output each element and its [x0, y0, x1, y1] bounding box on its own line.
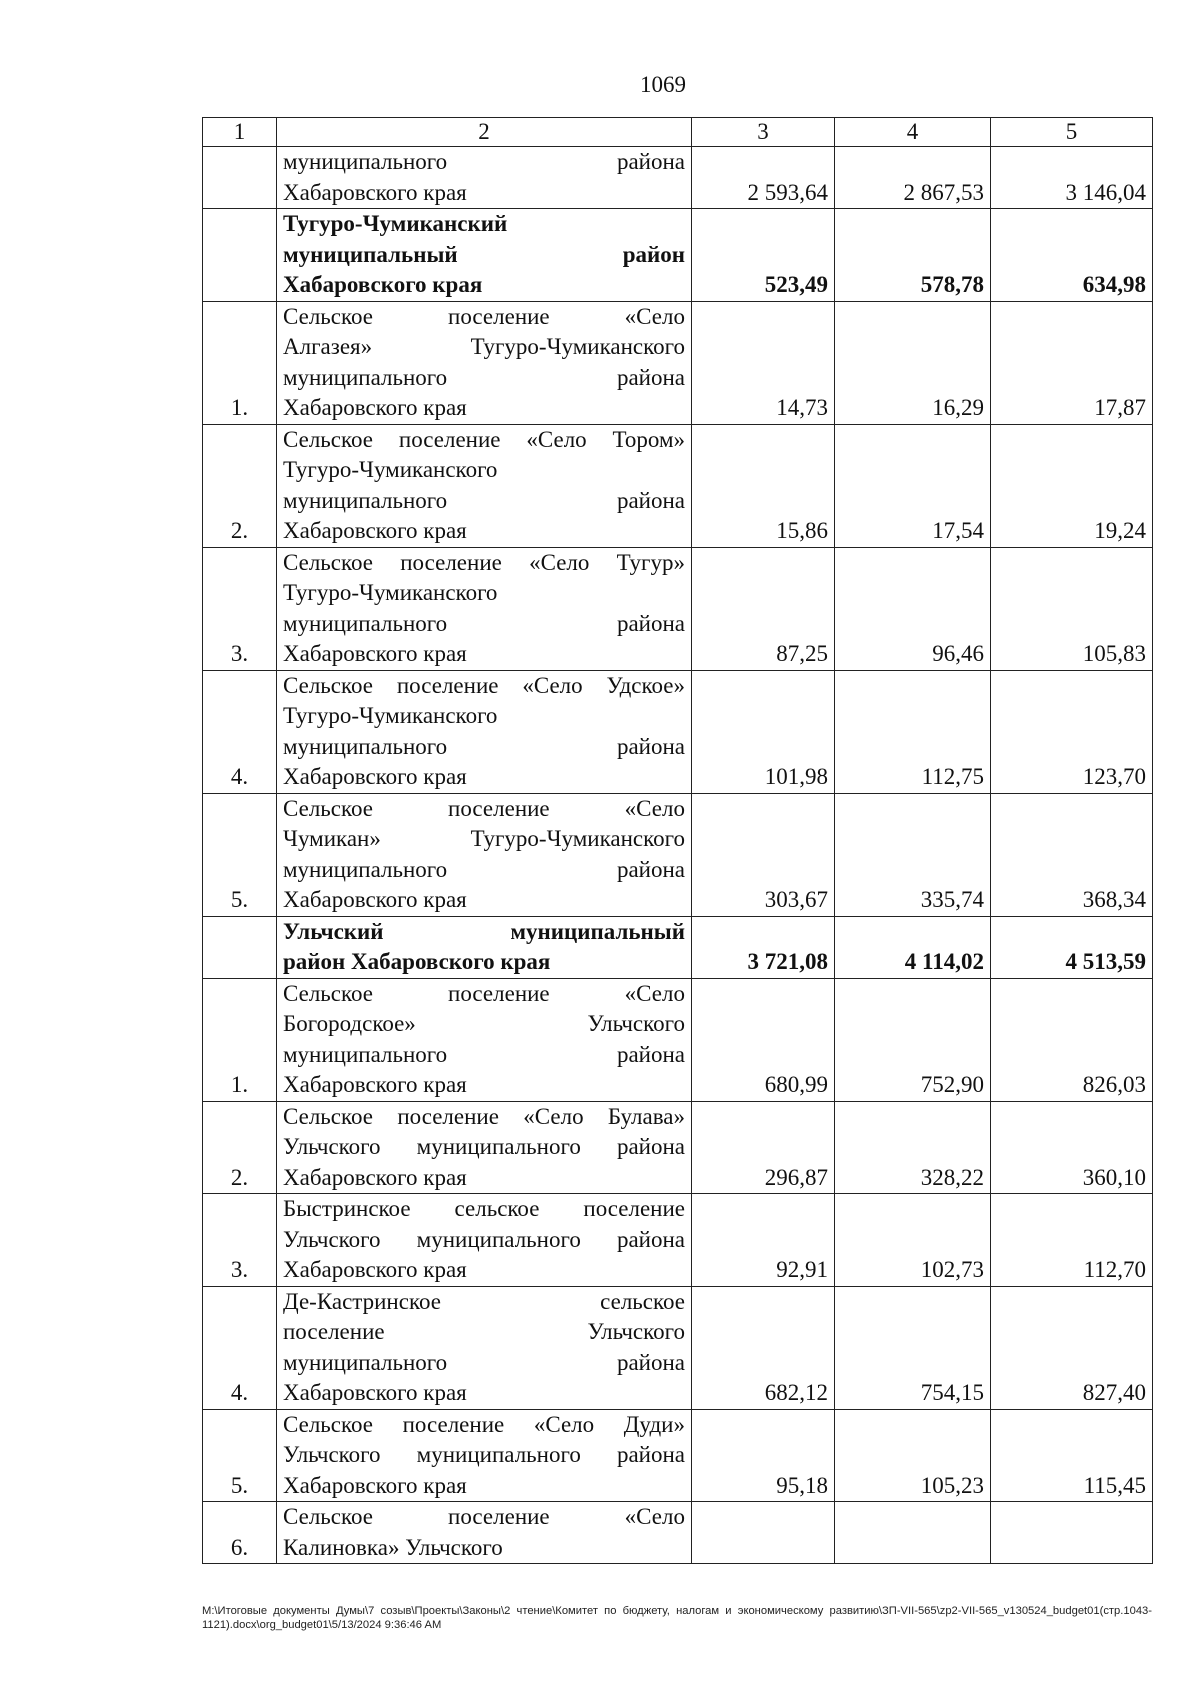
row-value-col-3: 682,12 [692, 1286, 835, 1409]
header-col-4: 4 [835, 118, 991, 147]
row-value-col-5: 115,45 [991, 1409, 1153, 1502]
row-name-line: Сельское поселение «Село [283, 303, 685, 329]
row-name-line: муниципального района [283, 149, 685, 174]
row-name-line: муниципального района [283, 856, 685, 882]
row-value-col-5: 123,70 [991, 670, 1153, 793]
row-value-col-5: 112,70 [991, 1194, 1153, 1287]
row-name-line: Хабаровского края [283, 518, 467, 543]
table-row [203, 301, 1153, 424]
row-value-col-5: 4 513,59 [991, 916, 1153, 978]
row-value-col-3: 523,49 [692, 209, 835, 302]
row-name [277, 547, 692, 670]
row-name-line: Алгазея» Тугуро-Чумиканского [283, 334, 685, 359]
row-name-line: Богородское» Ульчского [283, 1011, 685, 1036]
row-value-col-5 [991, 1502, 1153, 1564]
row-value-col-5: 827,40 [991, 1286, 1153, 1409]
row-value-col-5: 368,34 [991, 793, 1153, 916]
header-col-3: 3 [692, 118, 835, 147]
row-name-line: Сельское поселение «Село Дуди» [283, 1411, 685, 1437]
row-name [277, 301, 692, 424]
row-index: 5. [203, 793, 277, 916]
row-name [277, 424, 692, 547]
row-value-col-4: 4 114,02 [835, 916, 991, 978]
table-row [203, 978, 1153, 1101]
table-row [203, 1502, 1153, 1564]
table-row [203, 1101, 1153, 1194]
file-path-footer: M:\Итоговые документы Думы\7 созыв\Проекты\Законы\2 чтение\Комитет по бюджету, налогам и экономическому развитию\ЗП-VII-565\zp2-VII-565_v130524_budget01(стр.1043-1121).docx\org_budget01\5/13/2024 9:36:46 AM [202, 1605, 1152, 1631]
row-value-col-3: 92,91 [692, 1194, 835, 1287]
table-row [203, 916, 1153, 978]
row-value-col-5: 17,87 [991, 301, 1153, 424]
row-name [277, 916, 692, 978]
row-name-line: Сельское поселение «Село Булава» [283, 1103, 685, 1129]
row-value-col-4: 112,75 [835, 670, 991, 793]
row-name-line: Сельское поселение «Село [283, 795, 685, 821]
row-name-line: Хабаровского края [283, 1472, 467, 1498]
row-value-col-5: 105,83 [991, 547, 1153, 670]
row-name-line: Хабаровского края [283, 1072, 467, 1097]
row-value-col-3: 2 593,64 [692, 147, 835, 209]
row-value-col-5: 3 146,04 [991, 147, 1153, 209]
row-index: 4. [203, 1286, 277, 1409]
table-row [203, 793, 1153, 916]
row-name-line: муниципального района [283, 610, 685, 636]
row-name-line: Сельское поселение «Село [283, 1504, 685, 1529]
row-name-line: Де-Кастринское сельское [283, 1288, 685, 1314]
row-value-col-5: 19,24 [991, 424, 1153, 547]
row-value-col-4: 754,15 [835, 1286, 991, 1409]
row-value-col-3: 15,86 [692, 424, 835, 547]
row-name [277, 793, 692, 916]
row-value-col-3: 87,25 [692, 547, 835, 670]
row-name-line: Сельское поселение «Село [283, 980, 685, 1006]
row-value-col-3: 14,73 [692, 301, 835, 424]
page-number: 1069 [640, 72, 686, 97]
row-value-col-4: 328,22 [835, 1101, 991, 1194]
row-index: 2. [203, 1101, 277, 1194]
row-value-col-4: 16,29 [835, 301, 991, 424]
row-value-col-4 [835, 1502, 991, 1564]
row-name-line: Хабаровского края [283, 887, 467, 912]
row-index: 1. [203, 301, 277, 424]
row-value-col-4: 335,74 [835, 793, 991, 916]
header-col-2: 2 [277, 118, 692, 147]
row-value-col-4: 578,78 [835, 209, 991, 302]
table-row [203, 424, 1153, 547]
row-name-line: Хабаровского края [283, 1164, 467, 1190]
table-body [203, 147, 1153, 1564]
row-index [203, 916, 277, 978]
row-name-line: Тугуро-Чумиканского [283, 703, 498, 728]
row-name-line: Чумикан» Тугуро-Чумиканского [283, 826, 685, 851]
row-value-col-4: 105,23 [835, 1409, 991, 1502]
row-value-col-4: 752,90 [835, 978, 991, 1101]
row-name-line: Сельское поселение «Село Удское» [283, 672, 685, 698]
row-name-line: Хабаровского края [283, 1380, 467, 1405]
header-col-1: 1 [203, 118, 277, 147]
row-name-line: Тугуро-Чумиканского [283, 457, 498, 482]
row-index: 6. [203, 1502, 277, 1564]
row-index: 3. [203, 1194, 277, 1287]
row-name-line: Ульчского муниципального района [283, 1134, 685, 1159]
row-name-line: Ульчского муниципального района [283, 1226, 685, 1252]
table-row [203, 1286, 1153, 1409]
row-value-col-3: 95,18 [692, 1409, 835, 1502]
table-row [203, 1194, 1153, 1287]
row-name [277, 978, 692, 1101]
row-index [203, 147, 277, 209]
row-index: 2. [203, 424, 277, 547]
row-name-line: муниципального района [283, 1349, 685, 1375]
table-row [203, 547, 1153, 670]
header-col-5: 5 [991, 118, 1153, 147]
row-value-col-4: 102,73 [835, 1194, 991, 1287]
table-row [203, 209, 1153, 302]
row-value-col-3: 296,87 [692, 1101, 835, 1194]
row-name [277, 670, 692, 793]
row-name-line: район Хабаровского края [283, 949, 551, 974]
row-name-line: Калиновка» Ульчского [283, 1534, 503, 1560]
row-index: 4. [203, 670, 277, 793]
row-name [277, 1194, 692, 1287]
row-name-line: Ульчского муниципального района [283, 1442, 685, 1467]
table-row [203, 147, 1153, 209]
row-name-line: муниципального района [283, 364, 685, 390]
row-name [277, 209, 692, 302]
row-name-line: Ульчский муниципальный [283, 918, 685, 944]
row-name-line: Быстринское сельское поселение [283, 1196, 685, 1221]
header-row [203, 118, 1153, 147]
row-value-col-3: 3 721,08 [692, 916, 835, 978]
table-row [203, 670, 1153, 793]
row-name-line: Тугуро-Чумиканский [283, 211, 508, 236]
row-name [277, 147, 692, 209]
row-name-line: Сельское поселение «Село Тугур» [283, 549, 685, 575]
row-name [277, 1101, 692, 1194]
row-value-col-5: 360,10 [991, 1101, 1153, 1194]
row-index [203, 209, 277, 302]
row-name-line: Хабаровского края [283, 641, 467, 666]
row-name-line: муниципальный район [283, 241, 685, 267]
row-name [277, 1286, 692, 1409]
row-name-line: муниципального района [283, 1041, 685, 1067]
row-name-line: Хабаровского края [283, 395, 467, 420]
row-value-col-4: 96,46 [835, 547, 991, 670]
row-value-col-3 [692, 1502, 835, 1564]
row-value-col-5: 634,98 [991, 209, 1153, 302]
row-value-col-5: 826,03 [991, 978, 1153, 1101]
row-name [277, 1409, 692, 1502]
row-name-line: поселение Ульчского [283, 1319, 685, 1344]
row-name-line: Хабаровского края [283, 764, 467, 789]
budget-table [202, 117, 1153, 1564]
row-value-col-3: 101,98 [692, 670, 835, 793]
row-value-col-4: 17,54 [835, 424, 991, 547]
row-index: 5. [203, 1409, 277, 1502]
row-value-col-3: 303,67 [692, 793, 835, 916]
row-name-line: муниципального района [283, 487, 685, 513]
row-name [277, 1502, 692, 1564]
row-name-line: муниципального района [283, 733, 685, 759]
row-index: 3. [203, 547, 277, 670]
row-index: 1. [203, 978, 277, 1101]
row-name-line: Сельское поселение «Село Тором» [283, 426, 685, 452]
table-row [203, 1409, 1153, 1502]
row-value-col-4: 2 867,53 [835, 147, 991, 209]
row-name-line: Тугуро-Чумиканского [283, 580, 498, 605]
row-name-line: Хабаровского края [283, 272, 483, 297]
row-name-line: Хабаровского края [283, 179, 467, 205]
row-name-line: Хабаровского края [283, 1257, 467, 1282]
row-value-col-3: 680,99 [692, 978, 835, 1101]
